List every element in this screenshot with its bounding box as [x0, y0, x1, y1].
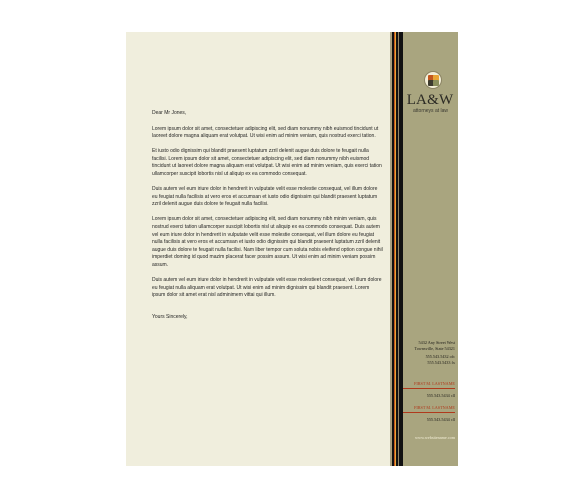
firm-phones: 555.543.5432 ofc 555.543.5433 fx: [425, 354, 455, 365]
firm-address: 5432 Any Street West Townsville, State 54321: [414, 340, 455, 351]
firm-tagline: attorneys at law: [412, 108, 449, 114]
letter-paragraph: Lorem ipsum dolor sit amet, consectetuer adipiscing elit, sed diam nonummy nibh euismod tincidunt ut laoreet dolore magna aliquam erat volutpat. Ut wisi enim ad minim veniam, quis nostrud exerci tation.: [152, 125, 379, 140]
firm-name: LA&W: [406, 92, 454, 108]
letter-body: [152, 110, 384, 329]
contact-phone-2: 555.543.5434 cll: [426, 417, 455, 422]
contact-name-2: [403, 405, 455, 413]
letter-paragraph: Lorem ipsum dolor sit amet, consectetuer adipiscing elit, sed diam nonummy nibh minim veniam, quis nostrud exerci tation ullamcorper suscipit lobortis nisl ut aliquip ex ea commodo consequat. Duis autem vel eum iriure dolor in hendrerit in vulputate velit esse molestie consequat, vel illum dolore eu feugiat nulla facilisis at vero eros et accumsan et iusto odio dignissim qui blandit praesent luptatum zzril delenit augue duis dolore te feugait nulla facilisi. Nam liber tempor cum soluta nobis eleifend option congue nihil imperdiet doming id quod mazim placerat facer possim assum. Ut wisi enim ad minim veniam possim assum.: [152, 216, 383, 268]
letter-salutation: Dear Mr Jones,: [152, 110, 187, 116]
contact-phone-1: 555.543.5434 cll: [426, 393, 455, 398]
name-rule-line: [403, 412, 455, 413]
letter-paragraph: Et iusto odio dignissim qui blandit praesent luptatum zzril delenit augue duis dolore te feugait nulla facilisi. Lorem ipsum dolor sit amet, consectetuer adipiscing elit, sed diam nonummy nibh euismod tincidunt ut laoreet dolore magna aliquam erat volutpat. Ut wisi enim ad minim veniam, quis exerci tation ullamcorper suscipit lobortis nisl ut aliquip ex ea commodo consequat.: [152, 148, 382, 178]
name-rule-line: [403, 388, 455, 389]
letter-paragraph: Duis autem vel eum iriure dolor in hendrerit in vulputate velit esse molestieet consequat, vel illum dolore eu feugiat nulla aliquam erat volutpat. Ut wisi enim ad minim dignissim qui blandit praesent. Lorem ipsum dolor sit amet erat nisl adminimem vittai qui illum.: [152, 277, 382, 299]
firm-website: www.websitename.com: [415, 435, 455, 440]
letterhead-sidebar: [403, 32, 458, 466]
contact-name-2-text: FIRST M. LASTNAME: [414, 405, 455, 410]
contact-name-1-text: FIRST M. LASTNAME: [414, 381, 455, 386]
letter-closing: Yours Sincerely,: [152, 313, 188, 320]
contact-name-1: [403, 381, 455, 389]
letterhead-page: [126, 32, 458, 466]
firm-logo-icon: [424, 71, 442, 89]
letter-paragraph: Duis autem vel eum iriure dolor in hendrerit in vulputate velit esse molestie consequat, vel illum dolore eu feugiat nulla facilisis at vero eros et accumsan et iusto odio dignissim qui blandit praesent luptatum zzril delenit augue duis dolore te feugait nulla facilisi.: [152, 186, 378, 208]
